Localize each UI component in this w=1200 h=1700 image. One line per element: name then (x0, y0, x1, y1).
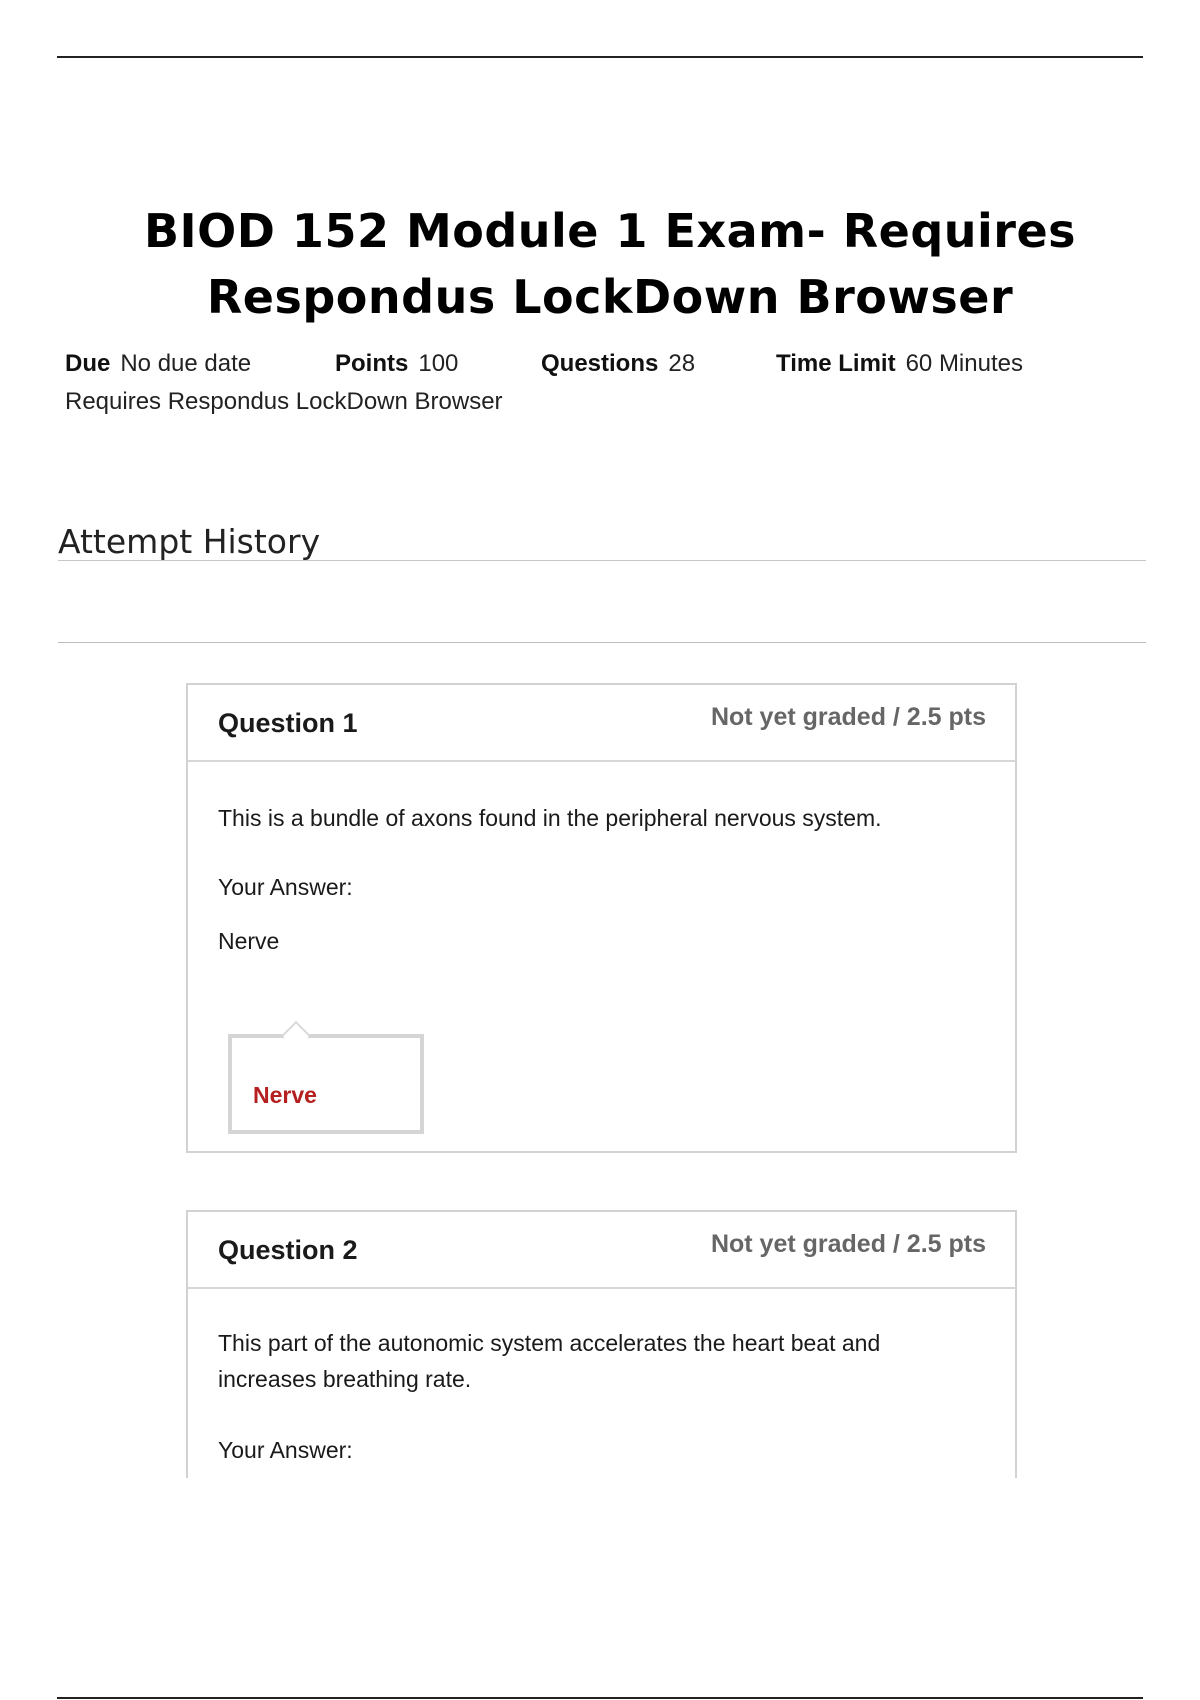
question-text: This part of the autonomic system accelerates the heart beat and increases breathing rate. (218, 1330, 881, 1392)
meta-points (335, 350, 458, 378)
meta-due (65, 350, 251, 378)
meta-due-value: No due date (120, 350, 252, 377)
correct-answer: Nerve (253, 1082, 317, 1108)
meta-points-value: 100 (418, 350, 459, 377)
question-header (188, 1212, 1015, 1289)
correct-answer-box (228, 1034, 424, 1134)
question-card (186, 1210, 1017, 1478)
meta-questions (541, 350, 695, 378)
question-text: This is a bundle of axons found in the peripheral nervous system. (218, 805, 882, 831)
meta-time-label: Time Limit (776, 350, 896, 377)
question-title: Question 1 (218, 708, 358, 738)
bottom-rule (57, 1697, 1143, 1699)
question-title: Question 2 (218, 1235, 358, 1265)
question-card (186, 683, 1017, 1153)
attempt-history-underline (58, 560, 1146, 561)
page-title: BIOD 152 Module 1 Exam- Requires Respondus LockDown Browser (143, 204, 1077, 324)
top-rule (57, 56, 1143, 58)
meta-time-limit (776, 350, 1023, 378)
meta-due-label: Due (65, 350, 111, 377)
question-points: Not yet graded / 2.5 pts (710, 1230, 986, 1258)
question-header (188, 685, 1015, 762)
meta-questions-value: 28 (668, 350, 696, 377)
attempt-history-heading: Attempt History (58, 522, 321, 561)
your-answer-label: Your Answer: (218, 1437, 353, 1463)
your-answer-label: Your Answer: (218, 874, 353, 900)
meta-questions-label: Questions (541, 350, 659, 377)
lockdown-note: Requires Respondus LockDown Browser (65, 388, 503, 415)
your-answer: Nerve (218, 928, 280, 954)
question-points: Not yet graded / 2.5 pts (710, 703, 986, 731)
meta-time-value: 60 Minutes (905, 350, 1023, 377)
meta-points-label: Points (335, 350, 409, 377)
callout-pointer (282, 1021, 310, 1049)
section-separator (58, 642, 1146, 643)
